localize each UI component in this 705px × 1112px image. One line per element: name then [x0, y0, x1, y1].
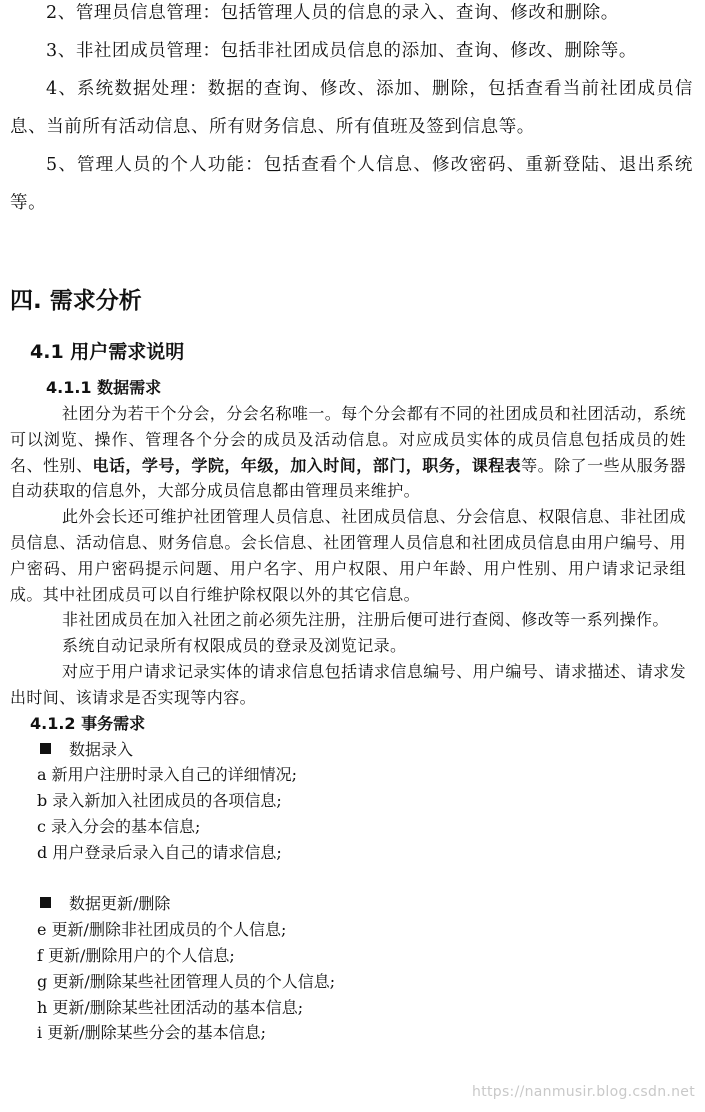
data-req-p1-bold: 电话，学号，学院，年级，加入时间，部门，职务，课程表 — [92, 455, 522, 475]
list-item: c 录入分会的基本信息; — [37, 816, 201, 836]
square-bullet-icon — [40, 743, 51, 754]
spacer — [10, 866, 686, 892]
data-req-paragraph-1 — [10, 401, 686, 504]
data-req-paragraph-2: 此外会长还可维护社团管理人员信息、社团成员信息、分会信息、权限信息、非社团成员信息、活动信息、财务信息。会长信息、社团管理人员信息和社团成员信息由用户编号、用户密码、用户密码提示问题、用户名字、用户权限、用户年龄、用户性别、用户请求记录组成。其中社团成员可以自行维护除权限以外的其它信息。 — [10, 507, 686, 604]
subsection-heading: 4.1 用户需求说明 — [30, 341, 185, 363]
list-item: e 更新/删除非社团成员的个人信息; — [37, 920, 287, 940]
transaction-requirements-title: 4.1.2 事务需求 — [30, 713, 146, 733]
list-item: f 更新/删除用户的个人信息; — [37, 945, 235, 965]
intro-item-4: 4、系统数据处理：数据的查询、修改、添加、删除，包括查看当前社团成员信息、当前所有活动信息、所有财务信息、所有值班及签到信息等。 — [10, 79, 693, 137]
list-item: g 更新/删除某些社团管理人员的个人信息; — [37, 971, 336, 991]
data-entry-list — [10, 762, 686, 865]
group-data-entry-heading — [10, 737, 686, 763]
data-req-paragraph-4: 系统自动记录所有权限成员的登录及浏览记录。 — [62, 636, 407, 656]
data-update-list — [10, 917, 686, 1046]
watermark: https://nanmusir.blog.csdn.net — [472, 1084, 695, 1100]
list-item: h 更新/删除某些社团活动的基本信息; — [37, 997, 304, 1017]
group-data-update-label: 数据更新/删除 — [69, 894, 171, 914]
intro-list — [0, 0, 705, 222]
section-heading: 四. 需求分析 — [10, 288, 142, 314]
data-req-paragraph-5: 对应于用户请求记录实体的请求信息包括请求信息编号、用户编号、请求描述、请求发出时间、该请求是否实现等内容。 — [10, 661, 686, 707]
group-data-entry-label: 数据录入 — [69, 739, 134, 759]
list-item: a 新用户注册时录入自己的详细情况; — [37, 765, 298, 785]
data-req-p1-part-a: 社团分为若干个分会，分会名称唯一。每个分会都有不同的社团成员和社团活动，系统可以浏览、操作、管理各个分会的成员及活动信息。对应成员实体的成员信息包括成员的姓名、性别、 — [10, 404, 686, 475]
data-req-p1-part-b: 等。除了一些从服务器自动获取的信息外，大部分成员信息都由管理员来维护。 — [10, 455, 686, 501]
data-req-paragraph-3: 非社团成员在加入社团之前必须先注册，注册后便可进行查阅、修改等一系列操作。 — [62, 610, 669, 630]
list-item: i 更新/删除某些分会的基本信息; — [37, 1023, 266, 1043]
list-item: d 用户登录后录入自己的请求信息; — [37, 842, 282, 862]
list-item: b 录入新加入社团成员的各项信息; — [37, 791, 282, 811]
intro-item-3: 3、非社团成员管理：包括非社团成员信息的添加、查询、修改、删除等。 — [46, 41, 637, 61]
intro-item-5: 5、管理人员的个人功能：包括查看个人信息、修改密码、重新登陆、退出系统等。 — [10, 155, 693, 213]
group-data-update-heading — [10, 891, 686, 917]
intro-item-2: 2、管理员信息管理：包括管理人员的信息的录入、查询、修改和删除。 — [46, 3, 619, 23]
square-bullet-icon — [40, 897, 51, 908]
data-requirements-title: 4.1.1 数据需求 — [46, 378, 162, 397]
data-requirements — [10, 375, 686, 1046]
